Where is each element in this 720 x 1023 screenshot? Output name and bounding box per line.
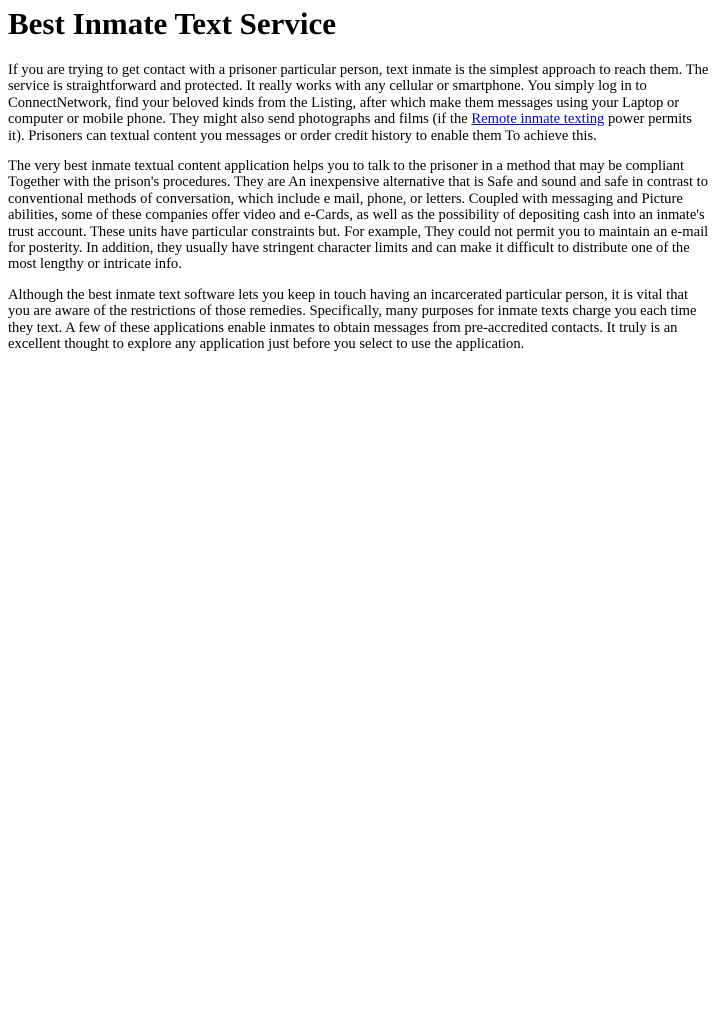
paragraph-1 bbox=[8, 62, 712, 144]
paragraph-1-text-before-link: If you are trying to get contact with a prisoner particular person, text inmate is the simplest approach to reach them. The service is straightforward and protected. It really works with any cellular or smartphone. You simply log in to ConnectNetwork, find your beloved kinds from the Listing, after which make them messages using your Laptop or computer or mobile phone. They might also send photographs and films (if the bbox=[8, 62, 709, 128]
paragraph-3: Although the best inmate text software lets you keep in touch having an incarcerated particular person, it is vital that you are aware of the restrictions of those remedies. Specifically, many purposes for inmate texts charge you each time they text. A few of these applications enable inmates to obtain messages from pre-accredited contacts. It truly is an excellent thought to explore any application just before you select to use the application. bbox=[8, 286, 697, 353]
article bbox=[0, 6, 720, 353]
paragraph-1-text-after-link: power permits it). Prisoners can textual content you messages or order credit history to enable them To achieve this. bbox=[8, 111, 692, 144]
page-title: Best Inmate Text Service bbox=[8, 6, 337, 41]
remote-inmate-texting-link[interactable]: Remote inmate texting bbox=[471, 111, 605, 128]
paragraph-2: The very best inmate textual content application helps you to talk to the prisoner in a method that may be compliant Together with the prison's procedures. They are An inexpensive alternative that is Safe and sound and safe in contrast to conventional methods of conversation, which include e mail, phone, or letters. Coupled with messaging and Picture abilities, some of these companies offer video and e-Cards, as well as the possibility of depositing cash into an inmate's trust account. These units have particular constraints but. For example, They could not permit you to maintain an e-mail for posterity. In addition, they usually have stringent character limits and can make it difficult to distribute one of the most lengthy or intricate info. bbox=[8, 158, 709, 273]
